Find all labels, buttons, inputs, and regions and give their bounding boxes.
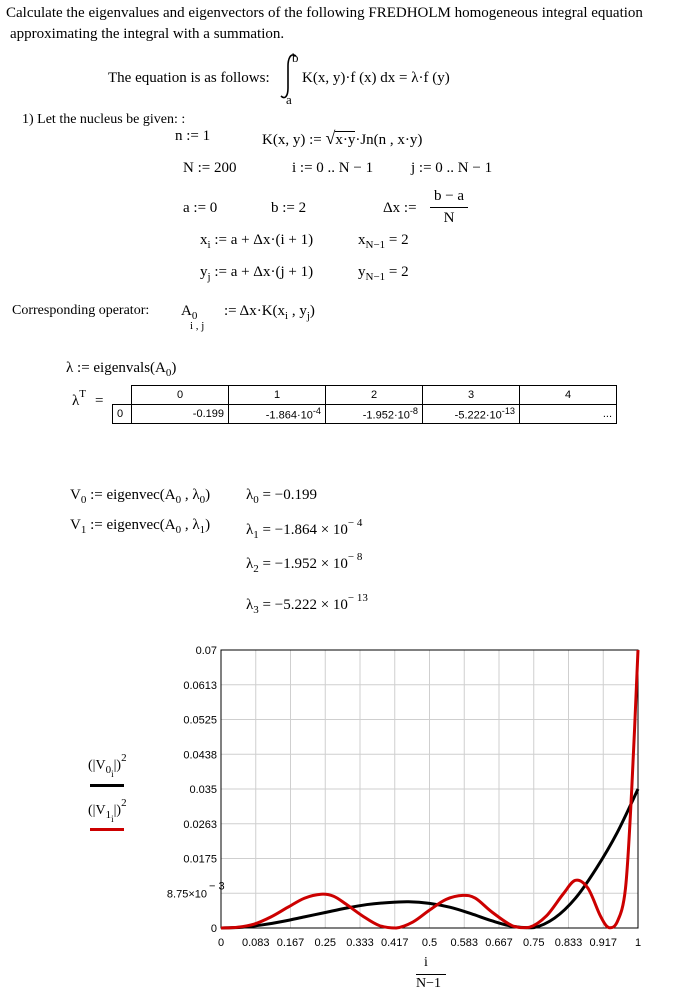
a-definition: a := 0 [183, 200, 218, 216]
operator-definition: := $\Delta x\cdot K(x_i$ , $y_j$) [224, 303, 315, 322]
table-cell: ... [520, 405, 617, 424]
b-definition: b := 2 [271, 200, 307, 216]
x-tick-label: 0.083 [241, 937, 270, 949]
kernel-definition: K(x, y) := √x·y·Jn(n , x·y) [262, 128, 423, 148]
lambda-equals: = [95, 393, 104, 409]
table-cell: $-1.952\cdot 10^{-8}$ [326, 405, 423, 424]
x-tick-label: 0.167 [276, 937, 305, 949]
legend-label-v0: $(|V_{0i}|)^2$ [88, 752, 127, 779]
table-col-header: 3 [423, 386, 520, 405]
lambda2-value: $\lambda_2 = -1.952 \times 10^{- 8}$ [246, 551, 363, 575]
x-axis-label-denominator: N−1 [416, 976, 442, 991]
integral-lower-limit: a [286, 92, 292, 107]
table-row-header: 0 [113, 405, 132, 424]
intro-line-1: Calculate the eigenvalues and eigenvectors of the following FREDHOLM homogeneous integral equation [6, 5, 643, 21]
lambda0-value: $\lambda_0 = -0.199$ [246, 487, 317, 506]
y-tick-exponent: − 3 [209, 880, 225, 893]
x-tick-label: 0.5 [421, 937, 438, 949]
dx-denominator: N [443, 210, 455, 226]
operator-label: Corresponding operator: [12, 303, 150, 318]
table-cell: -0.199 [132, 405, 229, 424]
table-cell: $-5.222\cdot 10^{-13}$ [423, 405, 520, 424]
operator-A: $A_0$ [181, 303, 198, 322]
y-tick-label: 8.75×10 [166, 888, 207, 901]
x-tick-label: 0.333 [346, 937, 374, 949]
x-tick-label: 0.833 [554, 937, 583, 949]
x-tick-label: 0.25 [314, 937, 336, 949]
legend-label-v1: $(|V_{1i}|)^2$ [88, 797, 127, 824]
i-range: i := 0 .. N − 1 [292, 160, 374, 176]
y-tick-label: 0.0175 [183, 853, 217, 866]
x-tick-label: 1 [634, 937, 642, 949]
eigenvals-definition: λ := $eigenvals(A_0)$ [66, 360, 177, 379]
yj-definition: $y_j$ := a + Δx·(j + 1) [200, 264, 314, 283]
x-tick-label: 0 [217, 937, 225, 949]
n-definition: n := 1 [175, 128, 211, 144]
yN-value: $y_{N-1} = 2$ [358, 264, 409, 283]
y-tick-label: 0.07 [195, 645, 217, 657]
step1-label: 1) Let the nucleus be given: : [22, 112, 186, 127]
x-tick-label: 0.917 [589, 937, 618, 949]
y-tick-label: 0.0438 [183, 749, 217, 762]
lambda3-value: $\lambda_3 = -5.222 \times 10^{- 13}$ [246, 592, 368, 616]
j-range: j := 0 .. N − 1 [411, 160, 493, 176]
x-tick-label: 0.667 [485, 937, 513, 949]
table-cell: $-1.864\cdot 10^{-4}$ [229, 405, 326, 424]
equation-body: K(x, y)·f (x) dx = λ·f (y) [302, 70, 450, 86]
intro-line-2: approximating the integral with a summation. [10, 26, 285, 42]
v1-definition: $V_1$ := $eigenvec(A_0$ , $\lambda_1$) [70, 517, 211, 536]
x-tick-label: 0.75 [523, 937, 545, 949]
x-tick-label: 0.583 [450, 937, 479, 949]
table-col-header: 4 [520, 386, 617, 405]
y-tick-label: 0 [210, 923, 217, 935]
y-tick-label: 0.0613 [183, 679, 217, 692]
y-tick-label: 0.035 [189, 784, 217, 796]
table-col-header: 1 [229, 386, 326, 405]
x-axis-label-bar [416, 974, 446, 975]
y-tick-label: 0.0263 [183, 818, 217, 831]
y-tick-label: 0.0525 [183, 714, 217, 727]
integral-upper-limit: b [292, 50, 299, 65]
equation-intro: The equation is as follows: [108, 70, 270, 86]
x-tick-label: 0.417 [380, 937, 409, 949]
N-definition: N := 200 [183, 160, 237, 176]
lambda1-value: $\lambda_1 = -1.864 \times 10^{- 4}$ [246, 517, 363, 541]
dx-label: Δx := [383, 200, 417, 216]
x-axis-label-numerator: i [424, 955, 428, 970]
lambda-transpose: $\lambda^T$ [72, 388, 87, 409]
v0-definition: $V_0$ := $eigenvec(A_0$ , $\lambda_0$) [70, 487, 211, 506]
table-col-header: 0 [132, 386, 229, 405]
xN-value: $x_{N-1} = 2$ [358, 232, 409, 251]
operator-A-indices: i , j [190, 320, 205, 332]
dx-numerator: b − a [433, 188, 465, 204]
table-col-header: 2 [326, 386, 423, 405]
xi-definition: $x_i$ := a + Δx·(i + 1) [200, 232, 314, 251]
